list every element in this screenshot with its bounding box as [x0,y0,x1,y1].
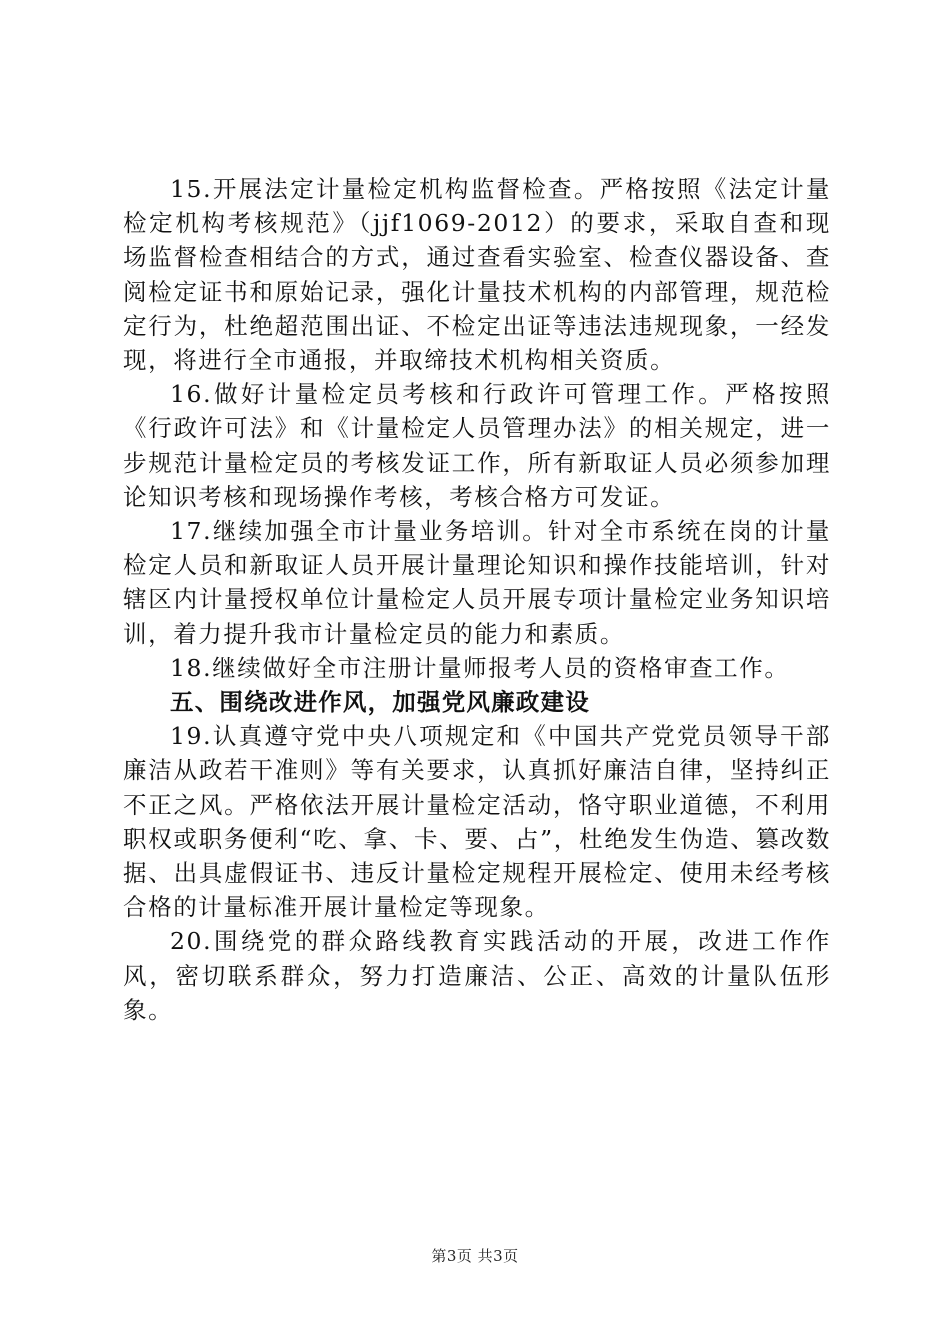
paragraph-19: 19.认真遵守党中央八项规定和《中国共产党党员领导干部廉洁从政若干准则》等有关要求，认真抓好廉洁自律，坚持纠正不正之风。严格依法开展计量检定活动，恪守职业道德，不利用职权或职务便利“吃、拿、卡、要、占”，杜绝发生伪造、篡改数据、出具虚假证书、违反计量检定规程开展检定、使用未经考核合格的计量标准开展计量检定等现象。 [123,722,831,922]
document-body [123,172,831,1027]
paragraph-17: 17.继续加强全市计量业务培训。针对全市系统在岗的计量检定人员和新取证人员开展计量理论知识和操作技能培训，针对辖区内计量授权单位计量检定人员开展专项计量检定业务知识培训，着力提升我市计量检定员的能力和素质。 [123,517,831,648]
paragraph-20: 20.围绕党的群众路线教育实践活动的开展，改进工作作风，密切联系群众，努力打造廉洁、公正、高效的计量队伍形象。 [123,927,831,1024]
paragraph-18: 18.继续做好全市注册计量师报考人员的资格审查工作。 [170,653,790,682]
page-number-footer: 第3页 共3页 [431,1247,519,1265]
paragraph-15: 15.开展法定计量检定机构监督检查。严格按照《法定计量检定机构考核规范》（jjf1069-2012）的要求，采取自查和现场监督检查相结合的方式，通过查看实验室、检查仪器设备、查阅检定证书和原始记录，强化计量技术机构的内部管理，规范检定行为，杜绝超范围出证、不检定出证等违法违规现象，一经发现，将进行全市通报，并取缔技术机构相关资质。 [123,175,831,375]
section-heading: 五、围绕改进作风，加强党风廉政建设 [170,688,590,717]
paragraph-16: 16.做好计量检定员考核和行政许可管理工作。严格按照《行政许可法》和《计量检定人员管理办法》的相关规定，进一步规范计量检定员的考核发证工作，所有新取证人员必须参加理论知识考核和现场操作考核，考核合格方可发证。 [123,380,831,511]
